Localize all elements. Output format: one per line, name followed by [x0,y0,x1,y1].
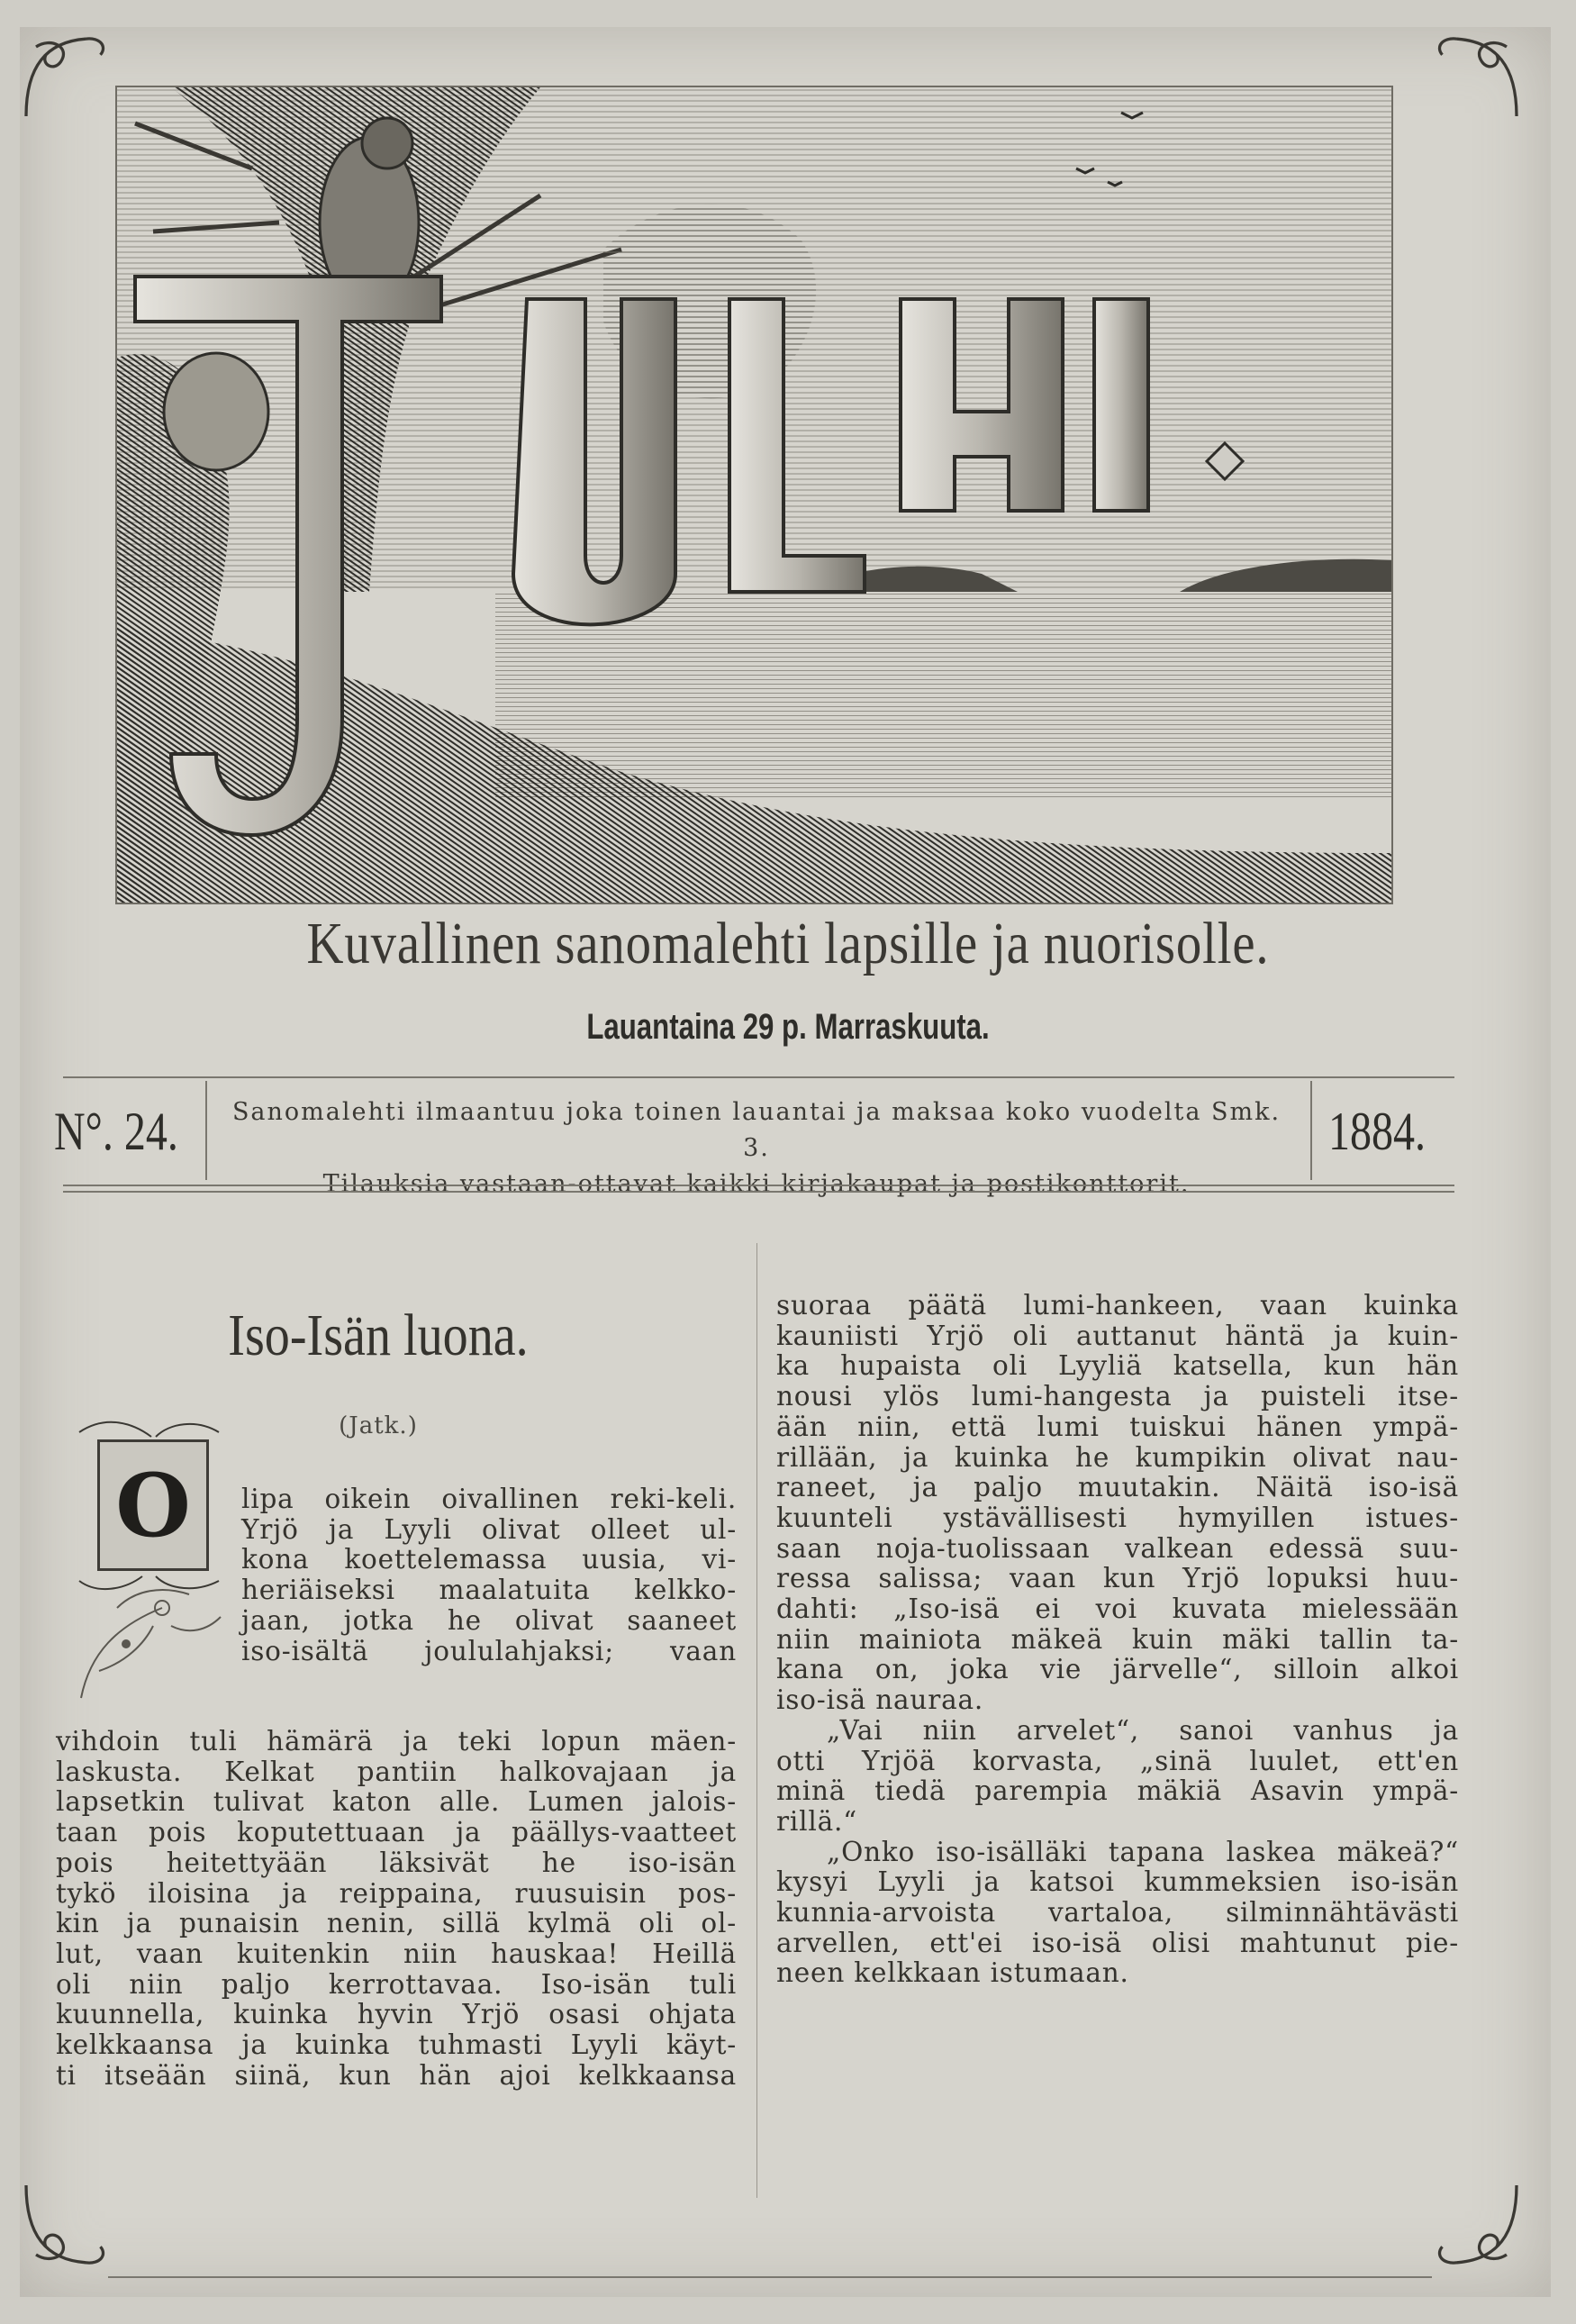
text-line: lipa oikein oivallinen reki-keli. [241,1484,737,1514]
text-line: lut, vaan kuitenkin niin hauskaa! Heillä [56,1938,737,1969]
text-line: neen kelkkaan istumaan. [776,1957,1129,1989]
text-line: suoraa päätä lumi-hankeen, vaan kuinka [776,1290,1459,1321]
text-line: iso-isältä joululahjaksi; vaan [241,1635,737,1666]
corner-flourish-icon [16,27,115,126]
divider [108,2276,1432,2278]
text-line: dahti: „Iso-isä ei voi kuvata mielessään [776,1593,1459,1625]
text-line: minä tiedä parempia mäkiä Asavin ympä- [776,1775,1459,1807]
text-line: lapsetkin tulivat katon alle. Lumen jalois- [56,1786,737,1818]
text-line: arvellen, ett'ei iso-isä olisi mahtunut pie- [776,1927,1459,1958]
text-line: niin mainiota mäkeä kuin mäki tallin ta- [776,1623,1459,1655]
text-line: pois heitettyään läksivät he iso-isän [56,1847,737,1878]
divider [1310,1081,1312,1180]
notice-line: Sanomalehti ilmaantuu joka toinen lauantai ja maksaa koko vuodelta Smk. 3. [231,1098,1282,1162]
floral-ornament-icon [63,1572,234,1707]
notice-line: Tilauksia vastaan-ottavat kaikki kirjakaupat ja postikonttorit. [322,1170,1191,1198]
text-line: kelkkaansa ja kuinka tuhmasti Lyyli käyt- [56,2029,737,2061]
text-line: Yrjö ja Lyyli olivat olleet ul- [241,1513,737,1545]
divider [63,1191,1454,1193]
text-line: kana on, joka vie järvelle“, silloin alkoi [776,1654,1459,1685]
text-line: kuunteli ystävällisesti hymyillen istues- [776,1502,1459,1533]
text-line: kona koettelemassa uusia, vi- [241,1544,737,1575]
corner-flourish-icon [1427,2175,1526,2274]
text-line: vihdoin tuli hämärä ja teki lopun mäen- [56,1726,737,1757]
text-line: laskusta. Kelkat pantiin halkovajaan ja [56,1756,737,1787]
text-line: heriäiseksi maalatuita kelkko- [241,1575,737,1606]
text-line: nousi ylös lumi-hangesta ja puisteli itse- [776,1381,1459,1412]
text-line: iso-isä nauraa. [776,1684,984,1716]
text-line: kunnia-arvoista vartaloa, silminnähtävästi [776,1897,1459,1929]
text-line: kuunnella, kuinka hyvin Yrjö osasi ohjata [56,1999,737,2030]
article-title: Iso-Isän luona. [228,1303,529,1368]
text-line: kysyi Lyyli ja katsoi kummeksien iso-isän [776,1866,1459,1898]
text-line: otti Yrjöä korvasta, „sinä luulet, ett'en [776,1745,1459,1776]
masthead-illustration [115,86,1393,904]
subscription-notice [216,1094,1297,1203]
text-line: rillä.“ [776,1805,858,1837]
article-text-dropcap [241,1484,737,1666]
divider [63,1076,1454,1078]
issue-number: N°. 24. [54,1102,178,1161]
article-text-right [776,1291,1459,1989]
text-line: raneet, ja paljo muutakin. Näitä iso-isä [776,1472,1459,1503]
divider [205,1081,207,1180]
text-line: ka hupaista oli Lyyliä katsella, kun hän [776,1350,1459,1382]
text-line: ään niin, että lumi tuiskui hänen ympä- [776,1411,1459,1442]
article-text-left [56,1727,737,2091]
drop-cap [70,1414,228,1594]
corner-flourish-icon [1427,27,1526,126]
divider [63,1185,1454,1186]
text-line: ti itseään siinä, kun hän ajoi kelkkaansa [56,2059,737,2091]
text-line: „Vai niin arvelet“, sanoi vanhus ja [827,1714,1459,1746]
text-line: oli niin paljo kerrottavaa. Iso-isän tuli [56,1968,737,2000]
issue-date: Lauantaina 29 p. Marraskuuta. [586,1007,990,1047]
text-line: rillään, ja kuinka he kumpikin olivat nau- [776,1441,1459,1473]
text-line: „Onko iso-isälläki tapana laskea mäkeä?“ [827,1836,1459,1867]
text-line: jaan, jotka he olivat saaneet [241,1604,737,1636]
column-divider [756,1243,757,2198]
text-line: saan noja-tuolissaan valkean edessä suu- [776,1532,1459,1564]
drop-cap-letter: O [97,1439,209,1571]
text-line: ressa salissa; vaan kun Yrjö lopuksi huu- [776,1563,1459,1594]
corner-flourish-icon [16,2175,115,2274]
text-line: kauniisti Yrjö oli auttanut häntä ja kuin- [776,1320,1459,1351]
year: 1884. [1328,1102,1426,1161]
text-line: taan pois koputettuaan ja päällys-vaatteet [56,1817,737,1848]
text-line: kin ja punaisin nenin, sillä kylmä oli ol- [56,1908,737,1939]
newspaper-subtitle: Kuvallinen sanomalehti lapsille ja nuorisolle. [306,911,1270,976]
continued-note: (Jatk.) [339,1412,418,1439]
text-line: tykö iloisina ja reippaina, ruusuisin pos- [56,1877,737,1909]
